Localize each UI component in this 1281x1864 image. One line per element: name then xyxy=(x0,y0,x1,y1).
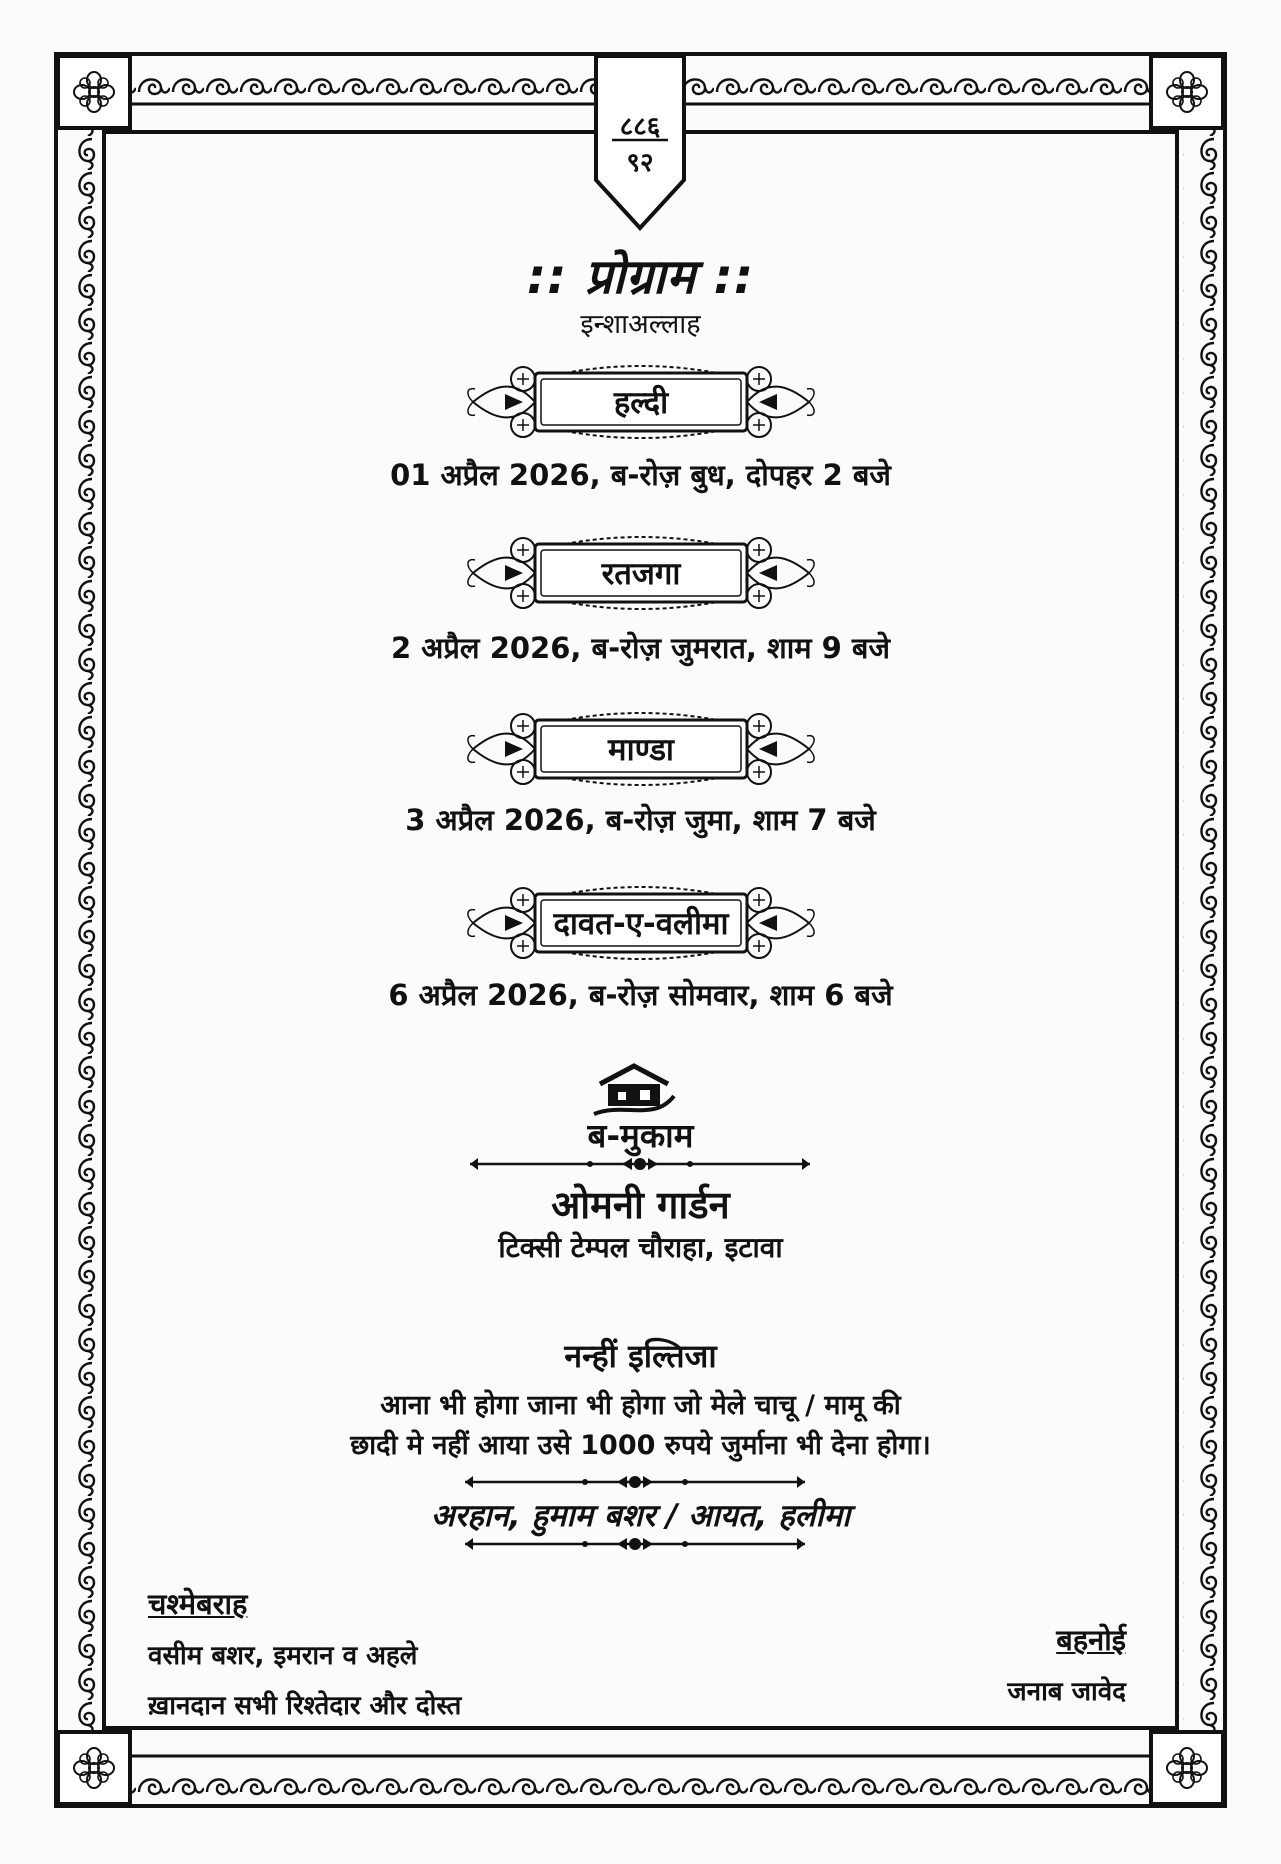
venue-label: ब-मुकाम xyxy=(587,1116,694,1155)
chashmebarah-line-1: वसीम बशर, इमरान व अहले xyxy=(148,1641,418,1671)
event-date: 01 अप्रैल 2026, ब-रोज़ बुध, दोपहर 2 बजे xyxy=(390,458,891,492)
request-title: नन्हीं इल्तिजा xyxy=(564,1337,717,1375)
event-name: रतजगा xyxy=(601,556,681,592)
request-line-2: छादी मे नहीं आया उसे 1000 रुपये जुर्माना भी देना होगा। xyxy=(350,1430,931,1461)
subtitle: इन्शाअल्लाह xyxy=(580,309,701,340)
children-names: अरहान, हुमाम बशर / आयत, हलीमा xyxy=(430,1498,851,1534)
event-name: दावत-ए-वलीमा xyxy=(553,906,729,942)
behnoi-heading: बहनोई xyxy=(1056,1623,1126,1657)
chashmebarah-heading: चश्मेबराह xyxy=(148,1587,248,1621)
badge-number-top: ८८६ xyxy=(619,112,661,142)
event-label-manda xyxy=(465,706,817,792)
chashmebarah-line-2: ख़ानदान सभी रिश्तेदार और दोस्त xyxy=(148,1691,462,1721)
request-line-1: आना भी होगा जाना भी होगा जो मेले चाचू / मामू की xyxy=(380,1390,901,1421)
event-label-ratjaga xyxy=(465,530,817,616)
behnoi-name: जनाब जावेद xyxy=(1007,1677,1126,1707)
venue-address: टिक्सी टेम्पल चौराहा, इटावा xyxy=(498,1231,783,1264)
event-date: 2 अप्रैल 2026, ब-रोज़ जुमरात, शाम 9 बजे xyxy=(391,631,890,665)
event-label-haldi xyxy=(465,359,817,445)
event-date: 3 अप्रैल 2026, ब-रोज़ जुमा, शाम 7 बजे xyxy=(405,803,876,837)
event-name: हल्दी xyxy=(613,385,669,421)
badge-number-bottom: ९२ xyxy=(626,148,654,178)
event-date: 6 अप्रैल 2026, ब-रोज़ सोमवार, शाम 6 बजे xyxy=(388,978,893,1012)
venue-name: ओमनी गार्डन xyxy=(551,1183,730,1227)
event-name: माण्डा xyxy=(608,732,674,768)
house-icon xyxy=(594,1066,674,1114)
event-label-walima xyxy=(465,880,817,966)
page-title: :: प्रोग्राम :: xyxy=(526,249,755,305)
